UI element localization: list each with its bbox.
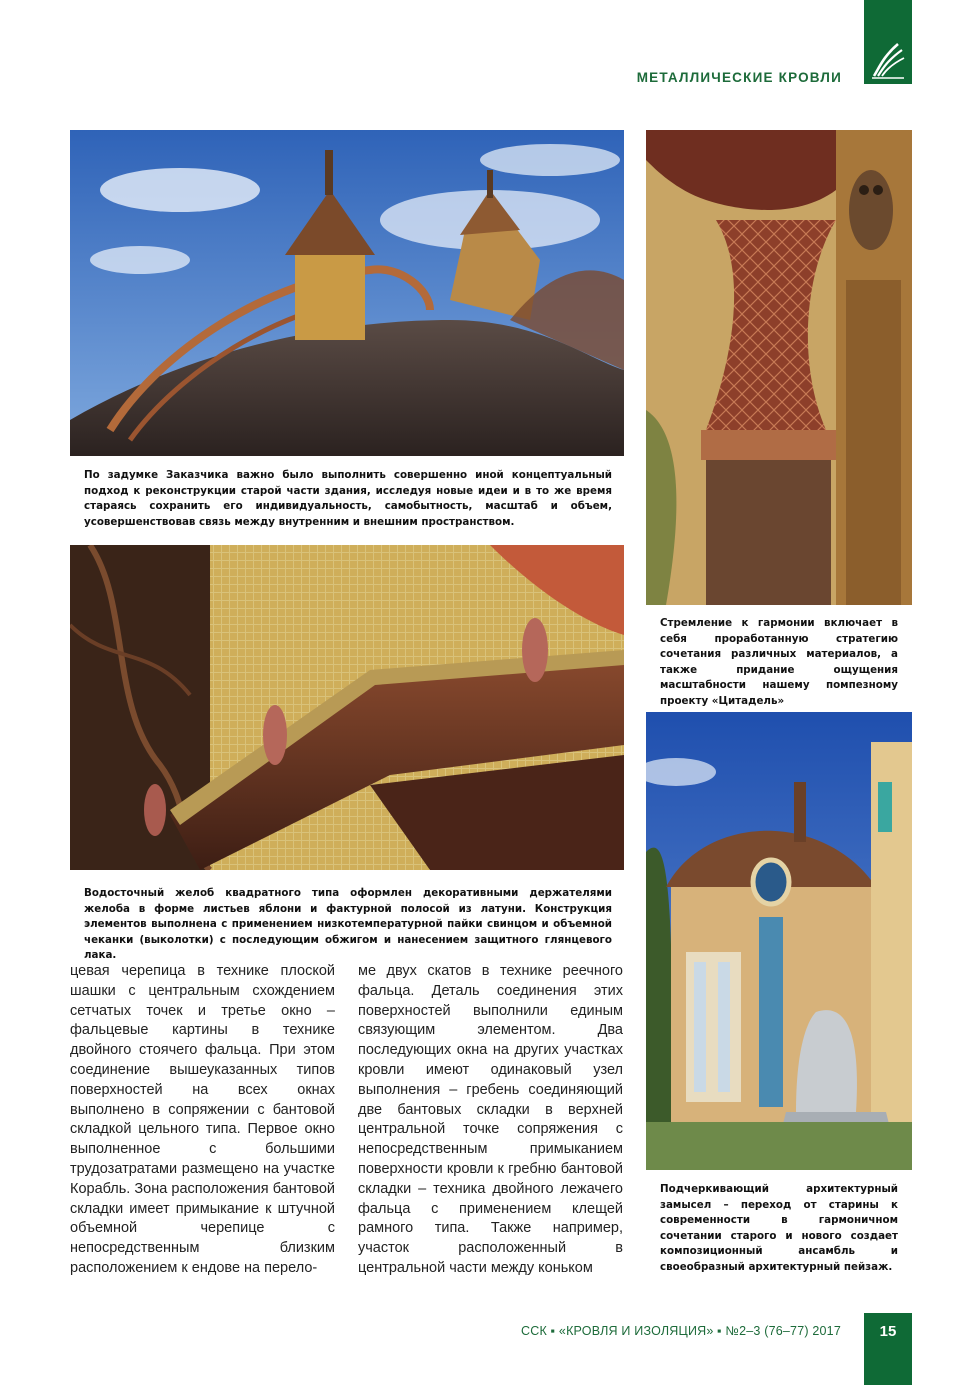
section-title: МЕТАЛЛИЧЕСКИЕ КРОВЛИ [636,70,842,85]
caption-roof-domes: По задумке Заказчика важно было выполнить совершенно иной концептуальный подход к реконструкции старой части здания, исследуя новые идеи и в то же время стараясь сохранить его индивидуальность, самобытность, масштаб и объем, усовершенствовав связь между внутренним и внешним пространством. [84,469,612,528]
article-column-2: ме двух скатов в технике реечного фальца. Деталь соединения этих поверхностей выполнили единым связующим элементом. Два последующих окна на других участках кровли имеют одинаковый узел выполнения – гребень соединяющий две бантовых складки в верхней центральной точке сопряжения с непосредственным примыканием поверхности кровли к гребню бантовой складки – техника двойного лежачего фальца с применением клещей рамного типа. Также например, участок расположенный в центральной части между коньком [358,963,623,1276]
photo-roof-domes [70,130,624,456]
leaf-logo-icon [870,38,906,80]
caption-pavilion: Подчеркивающий архитектурный замысел – переход от старины к современности в гармоничном сочетании старого и нового создает композиционный ансамбль и своеобразный архитектурный пейзаж. [660,1183,898,1273]
photo-copper-column [646,130,912,605]
publication-info: ССК ▪ «КРОВЛЯ И ИЗОЛЯЦИЯ» ▪ №2–3 (76–77) 2017 [521,1324,841,1338]
page-number: 15 [864,1313,912,1385]
photo-gutter [70,545,624,870]
magazine-logo [864,0,912,84]
article-column-1: цевая черепица в технике плоской шашки с центральным схождением сетчатых точек и третье окно – фальцевые картины в технике двойного стоячего фальца. При этом соединение вышеуказанных типов поверхностей на всех окнах выполнено в сопряжении с бантовой складкой цельного типа. Первое окно выполненное с большими трудозатратами размещено на участке Корабль. Зона расположения бантовой складки имеет примыкание к штучной объемной черепице с непосредственным близким расположением к ендове на перело- [70,963,335,1276]
caption-copper-column: Стремление к гармонии включает в себя проработанную стратегию сочетания различных материалов, а также придание ощущения масштабности нашему помпезному проекту «Цитадель» [660,617,898,707]
caption-gutter: Водосточный желоб квадратного типа оформлен декоративными держателями желоба в форме листьев яблони и фактурной полосой из латуни. Конструкция элементов выполнена с применением низкотемпературной пайки свинцом и объемной чеканки (выколотки) с последующим обжигом и нанесением защитного глянцевого лака. [84,887,612,962]
photo-pavilion [646,712,912,1170]
